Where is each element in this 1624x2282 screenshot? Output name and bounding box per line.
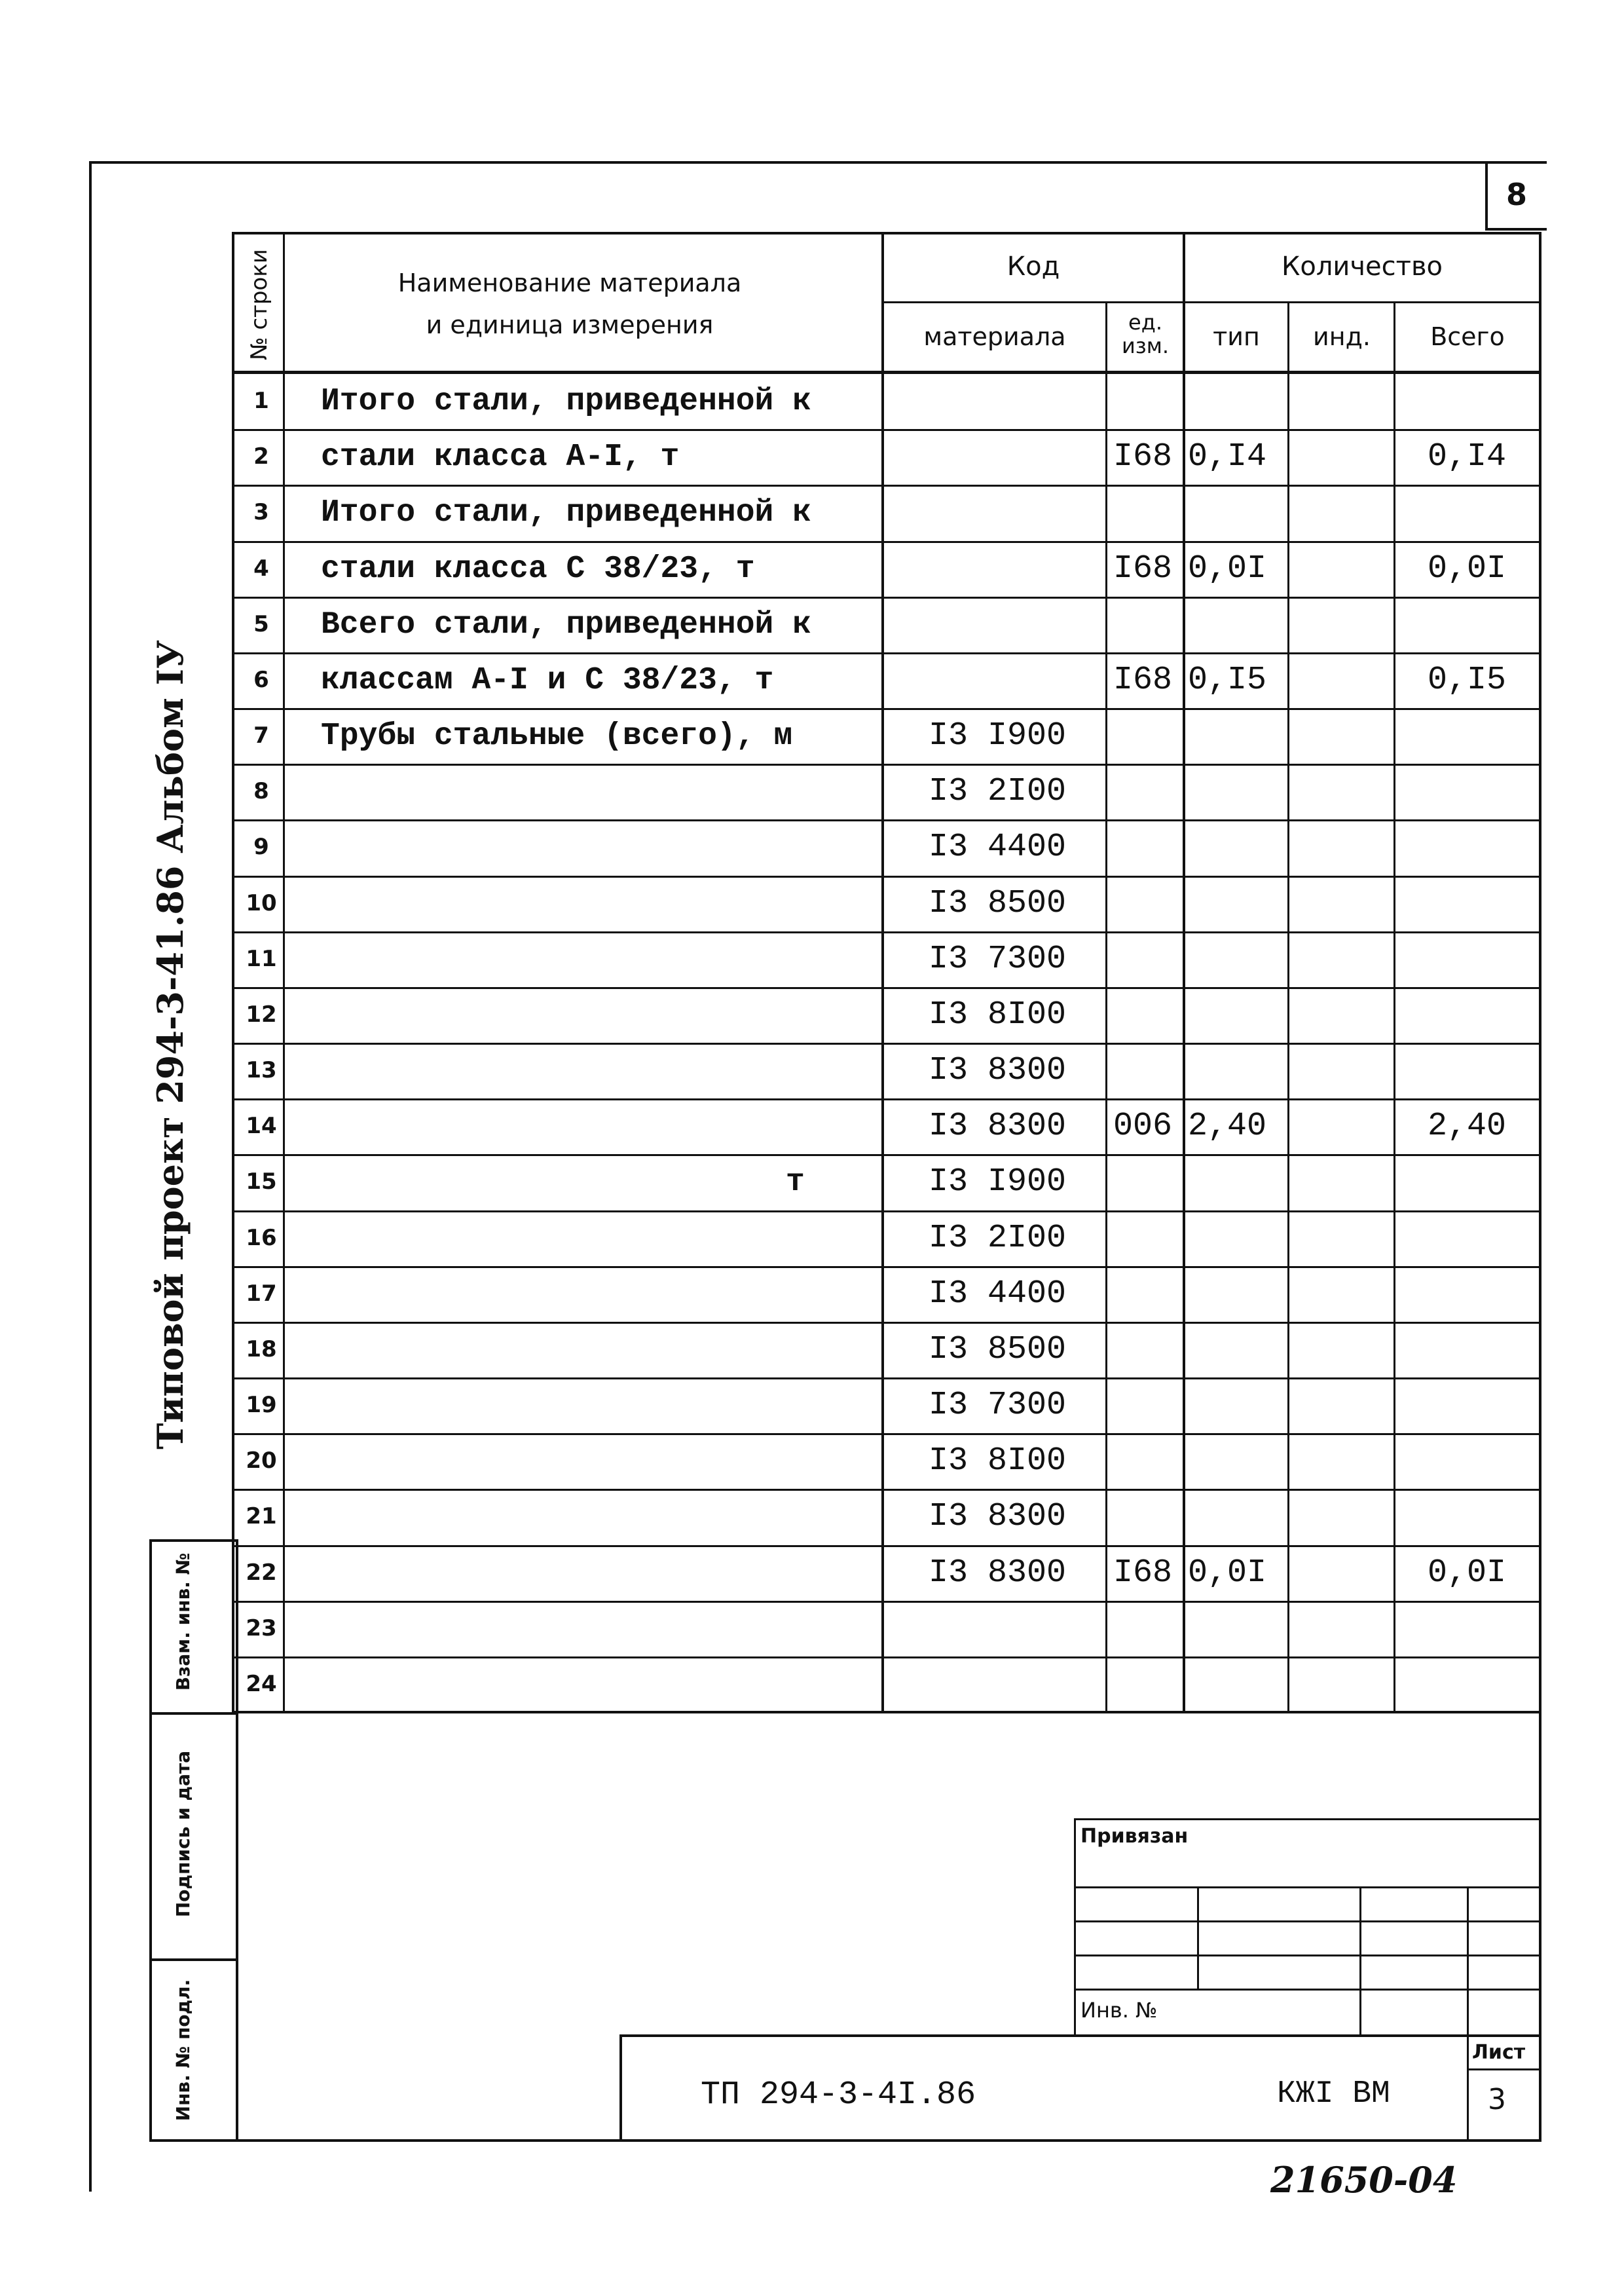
row-code: I3 8300 xyxy=(929,1498,1067,1535)
row-divider xyxy=(232,1322,1541,1324)
row-divider xyxy=(232,1043,1541,1045)
side-title: Типовой проект 294-3-41.86 Альбом IУ xyxy=(149,640,191,1450)
row-code: I3 8300 xyxy=(929,1052,1067,1089)
row-divider xyxy=(232,1489,1541,1491)
row-number: 13 xyxy=(246,1057,277,1083)
row-number: 6 xyxy=(253,667,269,693)
row-code: I3 4400 xyxy=(929,829,1067,866)
row-tip: 0,I4 xyxy=(1188,438,1267,476)
row-code: I3 8I00 xyxy=(929,1442,1067,1480)
row-divider xyxy=(232,1601,1541,1603)
row-unit: I68 xyxy=(1113,662,1173,699)
row-divider xyxy=(232,1656,1541,1658)
stamp-code: КЖI ВМ xyxy=(1277,2076,1390,2112)
row-code: I3 2I00 xyxy=(929,1220,1067,1257)
row-code: I3 4400 xyxy=(929,1275,1067,1313)
row-divider xyxy=(232,1266,1541,1268)
row-divider xyxy=(232,429,1541,431)
row-total: 0,0I xyxy=(1427,1554,1507,1592)
row-tip: 2,40 xyxy=(1188,1108,1267,1145)
row-number: 18 xyxy=(246,1336,277,1362)
row-divider xyxy=(232,1154,1541,1156)
row-tip: 0,I5 xyxy=(1188,662,1267,699)
row-number: 17 xyxy=(246,1281,277,1307)
row-code: I3 8500 xyxy=(929,1331,1067,1368)
row-unit: I68 xyxy=(1113,1554,1173,1592)
header-vsego: Всего xyxy=(1430,322,1505,351)
header-name-line1: Наименование материала xyxy=(397,269,742,297)
row-name: стали класса С 38/23, т xyxy=(321,552,755,587)
row-divider xyxy=(232,931,1541,933)
row-name: Трубы стальные (всего), м xyxy=(321,719,793,754)
row-divider xyxy=(232,1377,1541,1379)
header-row-no: № строки xyxy=(246,249,272,360)
row-code: I3 8300 xyxy=(929,1108,1067,1145)
row-name: классам А-I и С 38/23, т xyxy=(321,663,774,698)
header-kod-unit-text: ед. изм. xyxy=(1121,310,1170,358)
row-number: 16 xyxy=(246,1225,277,1251)
row-code: I3 8300 xyxy=(929,1554,1067,1592)
row-number: 22 xyxy=(246,1560,277,1586)
row-number: 20 xyxy=(246,1448,277,1474)
row-number: 1 xyxy=(253,388,269,414)
row-number: 4 xyxy=(253,555,269,582)
row-code: I3 I900 xyxy=(929,1163,1067,1201)
row-number: 8 xyxy=(253,778,269,804)
header-kod-material: материала xyxy=(923,322,1066,351)
handwritten-number: 21650-04 xyxy=(1270,2159,1458,2201)
row-number: 14 xyxy=(246,1113,277,1139)
row-number: 19 xyxy=(246,1392,277,1418)
row-divider xyxy=(232,764,1541,766)
row-name: Всего стали, приведенной к xyxy=(321,607,811,643)
row-divider xyxy=(232,1545,1541,1547)
row-name: стали класса А-I, т xyxy=(321,440,680,475)
row-number: 7 xyxy=(253,722,269,749)
header-kod-unit xyxy=(1108,310,1183,358)
row-code: I3 2I00 xyxy=(929,773,1067,810)
row-number: 24 xyxy=(246,1671,277,1697)
sheet-label: Лист xyxy=(1472,2041,1526,2064)
row-number: 21 xyxy=(246,1503,277,1529)
stamp-number: ТП 294-3-4I.86 xyxy=(701,2076,976,2114)
row-divider xyxy=(232,708,1541,710)
header-kod: Код xyxy=(1006,252,1060,282)
row-code: I3 7300 xyxy=(929,941,1067,978)
row-number: 9 xyxy=(253,834,269,860)
row-total: 2,40 xyxy=(1427,1108,1507,1145)
row-total: 0,0I xyxy=(1427,550,1507,588)
row-code: I3 8500 xyxy=(929,885,1067,922)
row-number: 12 xyxy=(246,1001,277,1028)
row-code: I3 I900 xyxy=(929,717,1067,755)
header-ind: инд. xyxy=(1313,322,1371,351)
header-kolichestvo: Количество xyxy=(1281,252,1443,282)
row-total: 0,I5 xyxy=(1427,662,1507,699)
row-divider xyxy=(232,1433,1541,1435)
row-number: 11 xyxy=(246,946,277,972)
privyazan-label: Привязан xyxy=(1080,1825,1189,1848)
row-number: 5 xyxy=(253,611,269,637)
side-podpis-data: Подпись и дата xyxy=(172,1750,194,1918)
row-name: Итого стали, приведенной к xyxy=(321,384,811,419)
inv-label: Инв. № xyxy=(1080,1998,1158,2023)
header-tip: тип xyxy=(1213,322,1260,351)
row-tip: 0,0I xyxy=(1188,1554,1267,1592)
row-code: I3 7300 xyxy=(929,1387,1067,1424)
sheet-number: 3 xyxy=(1488,2083,1506,2116)
row-divider xyxy=(232,1098,1541,1100)
row-divider xyxy=(232,597,1541,599)
row-unit: 006 xyxy=(1113,1108,1173,1145)
row-name: Итого стали, приведенной к xyxy=(321,495,811,531)
row-divider xyxy=(232,485,1541,487)
side-inv-podl: Инв. № подл. xyxy=(172,1979,194,2122)
row-tip: 0,0I xyxy=(1188,550,1267,588)
row-divider xyxy=(232,541,1541,543)
row-divider xyxy=(232,876,1541,878)
row-total: 0,I4 xyxy=(1427,438,1507,476)
side-vzam-inv: Взам. инв. № xyxy=(172,1552,194,1691)
row-code: I3 8I00 xyxy=(929,996,1067,1034)
row-number: 23 xyxy=(246,1615,277,1641)
page-number: 8 xyxy=(1506,177,1528,212)
row-divider xyxy=(232,652,1541,654)
row-number: 15 xyxy=(246,1169,277,1195)
row-divider xyxy=(232,819,1541,821)
row-number: 10 xyxy=(246,890,277,916)
row-unit: I68 xyxy=(1113,550,1173,588)
row-divider xyxy=(232,1210,1541,1212)
row-name: т xyxy=(786,1165,805,1200)
row-divider xyxy=(232,987,1541,989)
header-name-line2: и единица измерения xyxy=(426,310,714,339)
row-number: 3 xyxy=(253,499,269,525)
row-number: 2 xyxy=(253,443,269,470)
row-unit: I68 xyxy=(1113,438,1173,476)
